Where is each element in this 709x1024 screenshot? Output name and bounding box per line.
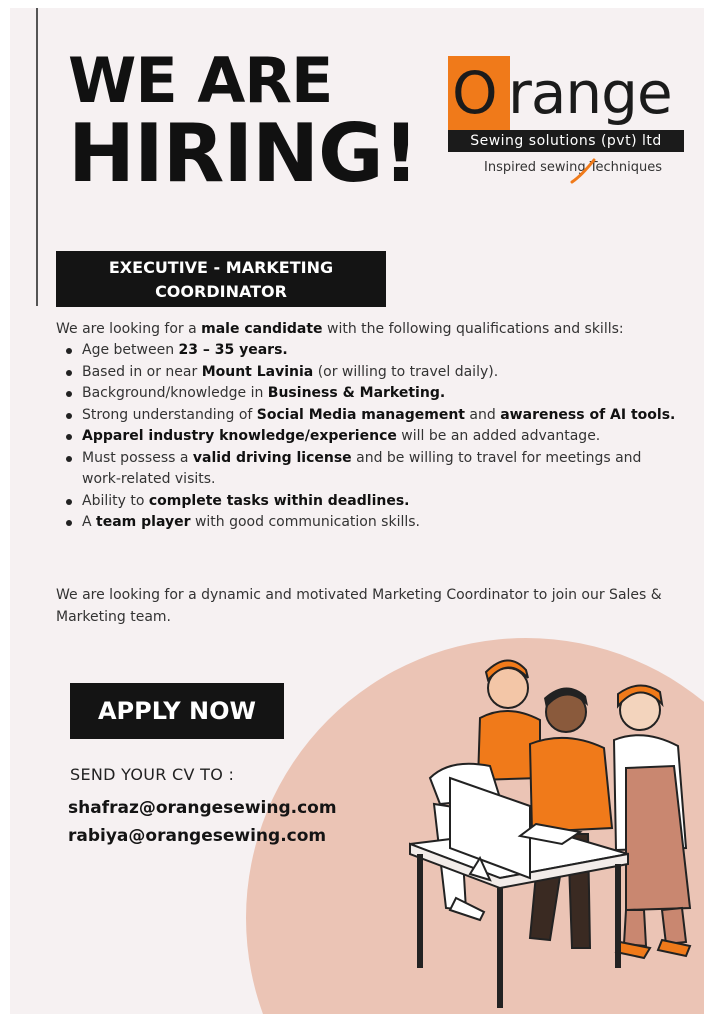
qualification-text: A — [82, 514, 97, 530]
headline-line1: WE ARE — [68, 44, 333, 117]
position-title-box — [56, 251, 386, 307]
qualification-text: Age between — [82, 342, 179, 358]
headline — [68, 44, 419, 200]
qualification-item — [56, 512, 676, 534]
qualification-highlight: Apparel industry knowledge/experience — [82, 428, 397, 444]
qualification-item — [56, 491, 676, 513]
email-link-shafraz[interactable]: shafraz@orangesewing.com — [68, 798, 337, 818]
person-right-figure — [614, 685, 690, 958]
logo-motto: Inspired sewing Techniques — [484, 160, 663, 175]
qualification-text: (or willing to travel daily). — [313, 363, 499, 380]
qualification-highlight: valid driving license — [192, 449, 352, 466]
qualification-highlight: Social Media management — [256, 406, 465, 423]
logo-tagline: Sewing solutions (pvt) ltd — [448, 130, 684, 152]
qualification-highlight: complete tasks within deadlines. — [148, 492, 410, 509]
logo-wordmark: range — [508, 59, 672, 127]
qualification-item — [56, 383, 676, 405]
qualifications-list — [56, 340, 676, 534]
left-rule-divider — [36, 8, 38, 306]
qualification-text: and be willing to travel for meetings and work-related visits. — [82, 449, 642, 487]
intro-post: with the following qualifications and skills: — [322, 321, 624, 337]
qualification-item — [56, 448, 676, 491]
team-at-computer-illustration — [390, 648, 704, 1014]
company-logo — [448, 56, 688, 186]
needle-swoosh-icon — [568, 156, 598, 186]
qualification-item — [56, 426, 676, 448]
headline-line2: HIRING! — [68, 107, 419, 200]
qualification-text: Ability to — [82, 492, 149, 509]
person-middle-figure — [530, 687, 612, 948]
logo-first-letter: O — [452, 59, 498, 127]
qualification-text: Must possess a — [82, 449, 193, 466]
position-title-line1: EXECUTIVE - MARKETING — [108, 258, 334, 277]
qualification-item — [56, 405, 676, 427]
qualification-text: Background/knowledge in — [82, 385, 268, 401]
hiring-poster — [10, 8, 704, 1014]
send-cv-label: SEND YOUR CV TO : — [70, 765, 235, 784]
qualification-highlight: team player — [96, 514, 191, 530]
qualification-text: will be an added advantage. — [396, 428, 601, 444]
position-title-line2: COORDINATOR — [155, 282, 287, 301]
summary-text: We are looking for a dynamic and motivated Marketing Coordinator to join our Sales & Marketing team. — [56, 587, 662, 625]
qualification-text: and — [464, 406, 501, 423]
apply-now-button[interactable]: APPLY NOW — [70, 683, 284, 739]
qualification-text: Strong understanding of — [82, 406, 257, 423]
qualification-text: Based in or near — [82, 363, 202, 380]
intro-bold: male candidate — [201, 321, 323, 337]
qualification-highlight: Mount Lavinia — [201, 363, 314, 380]
intro-pre: We are looking for a — [56, 321, 202, 337]
qualification-item — [56, 340, 676, 362]
qualification-text: with good communication skills. — [190, 514, 420, 530]
email-link-rabiya[interactable]: rabiya@orangesewing.com — [68, 826, 327, 846]
qualification-highlight: Business & Marketing. — [267, 385, 446, 401]
intro-text — [56, 319, 696, 339]
qualification-highlight: awareness of AI tools. — [500, 406, 676, 423]
qualification-highlight: 23 – 35 years. — [178, 342, 288, 358]
qualification-item — [56, 362, 676, 384]
